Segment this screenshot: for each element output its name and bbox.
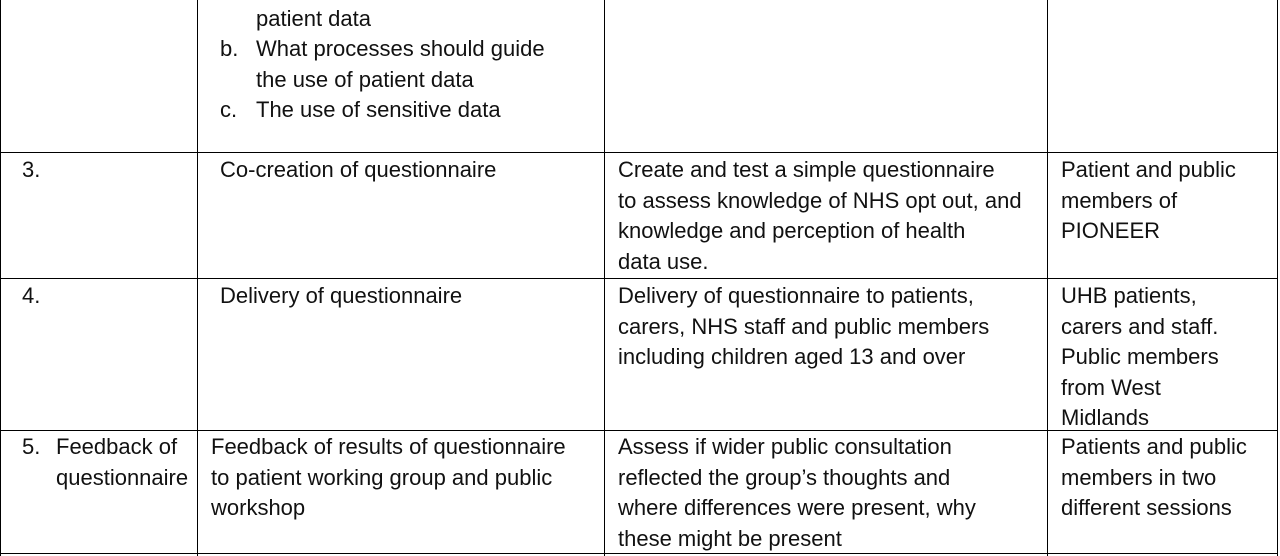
list-item-c: The use of sensitive data [256, 97, 501, 122]
row-5-activity: Assess if wider public consultation reflected the group’s thoughts and where differences were present, why these might be present [618, 434, 976, 551]
list-item-b: What processes should guide the use of patient data [256, 36, 545, 92]
row-3-participants: Patient and public members of PIONEER [1061, 157, 1236, 243]
row-5-participants: Patients and public members in two different sessions [1061, 434, 1247, 520]
table-row-divider-1 [0, 152, 1278, 153]
row-4-number: 4. [22, 283, 41, 308]
row-4-activity: Delivery of questionnaire to patients, carers, NHS staff and public members including children aged 13 and over [618, 283, 990, 369]
row-5-number: 5. [22, 434, 41, 459]
row-3-phase: Co-creation of questionnaire [220, 157, 497, 182]
row-5-number-text: Feedback of questionnaire [56, 434, 189, 490]
row-5-phase: Feedback of results of questionnaire to patient working group and public workshop [211, 434, 566, 520]
list-marker-c: c. [220, 97, 238, 122]
row-3-activity: Create and test a simple questionnaire to assess knowledge of NHS opt out, and knowledge and perception of health data use. [618, 157, 1022, 274]
row-3-number: 3. [22, 157, 41, 182]
row-4-participants: UHB patients, carers and staff. Public members from West Midlands [1061, 283, 1219, 430]
table-row-divider-2 [0, 278, 1278, 279]
list-marker-b: b. [220, 36, 239, 61]
list-item-continued: patient data [256, 6, 371, 31]
row-4-phase: Delivery of questionnaire [220, 283, 463, 308]
